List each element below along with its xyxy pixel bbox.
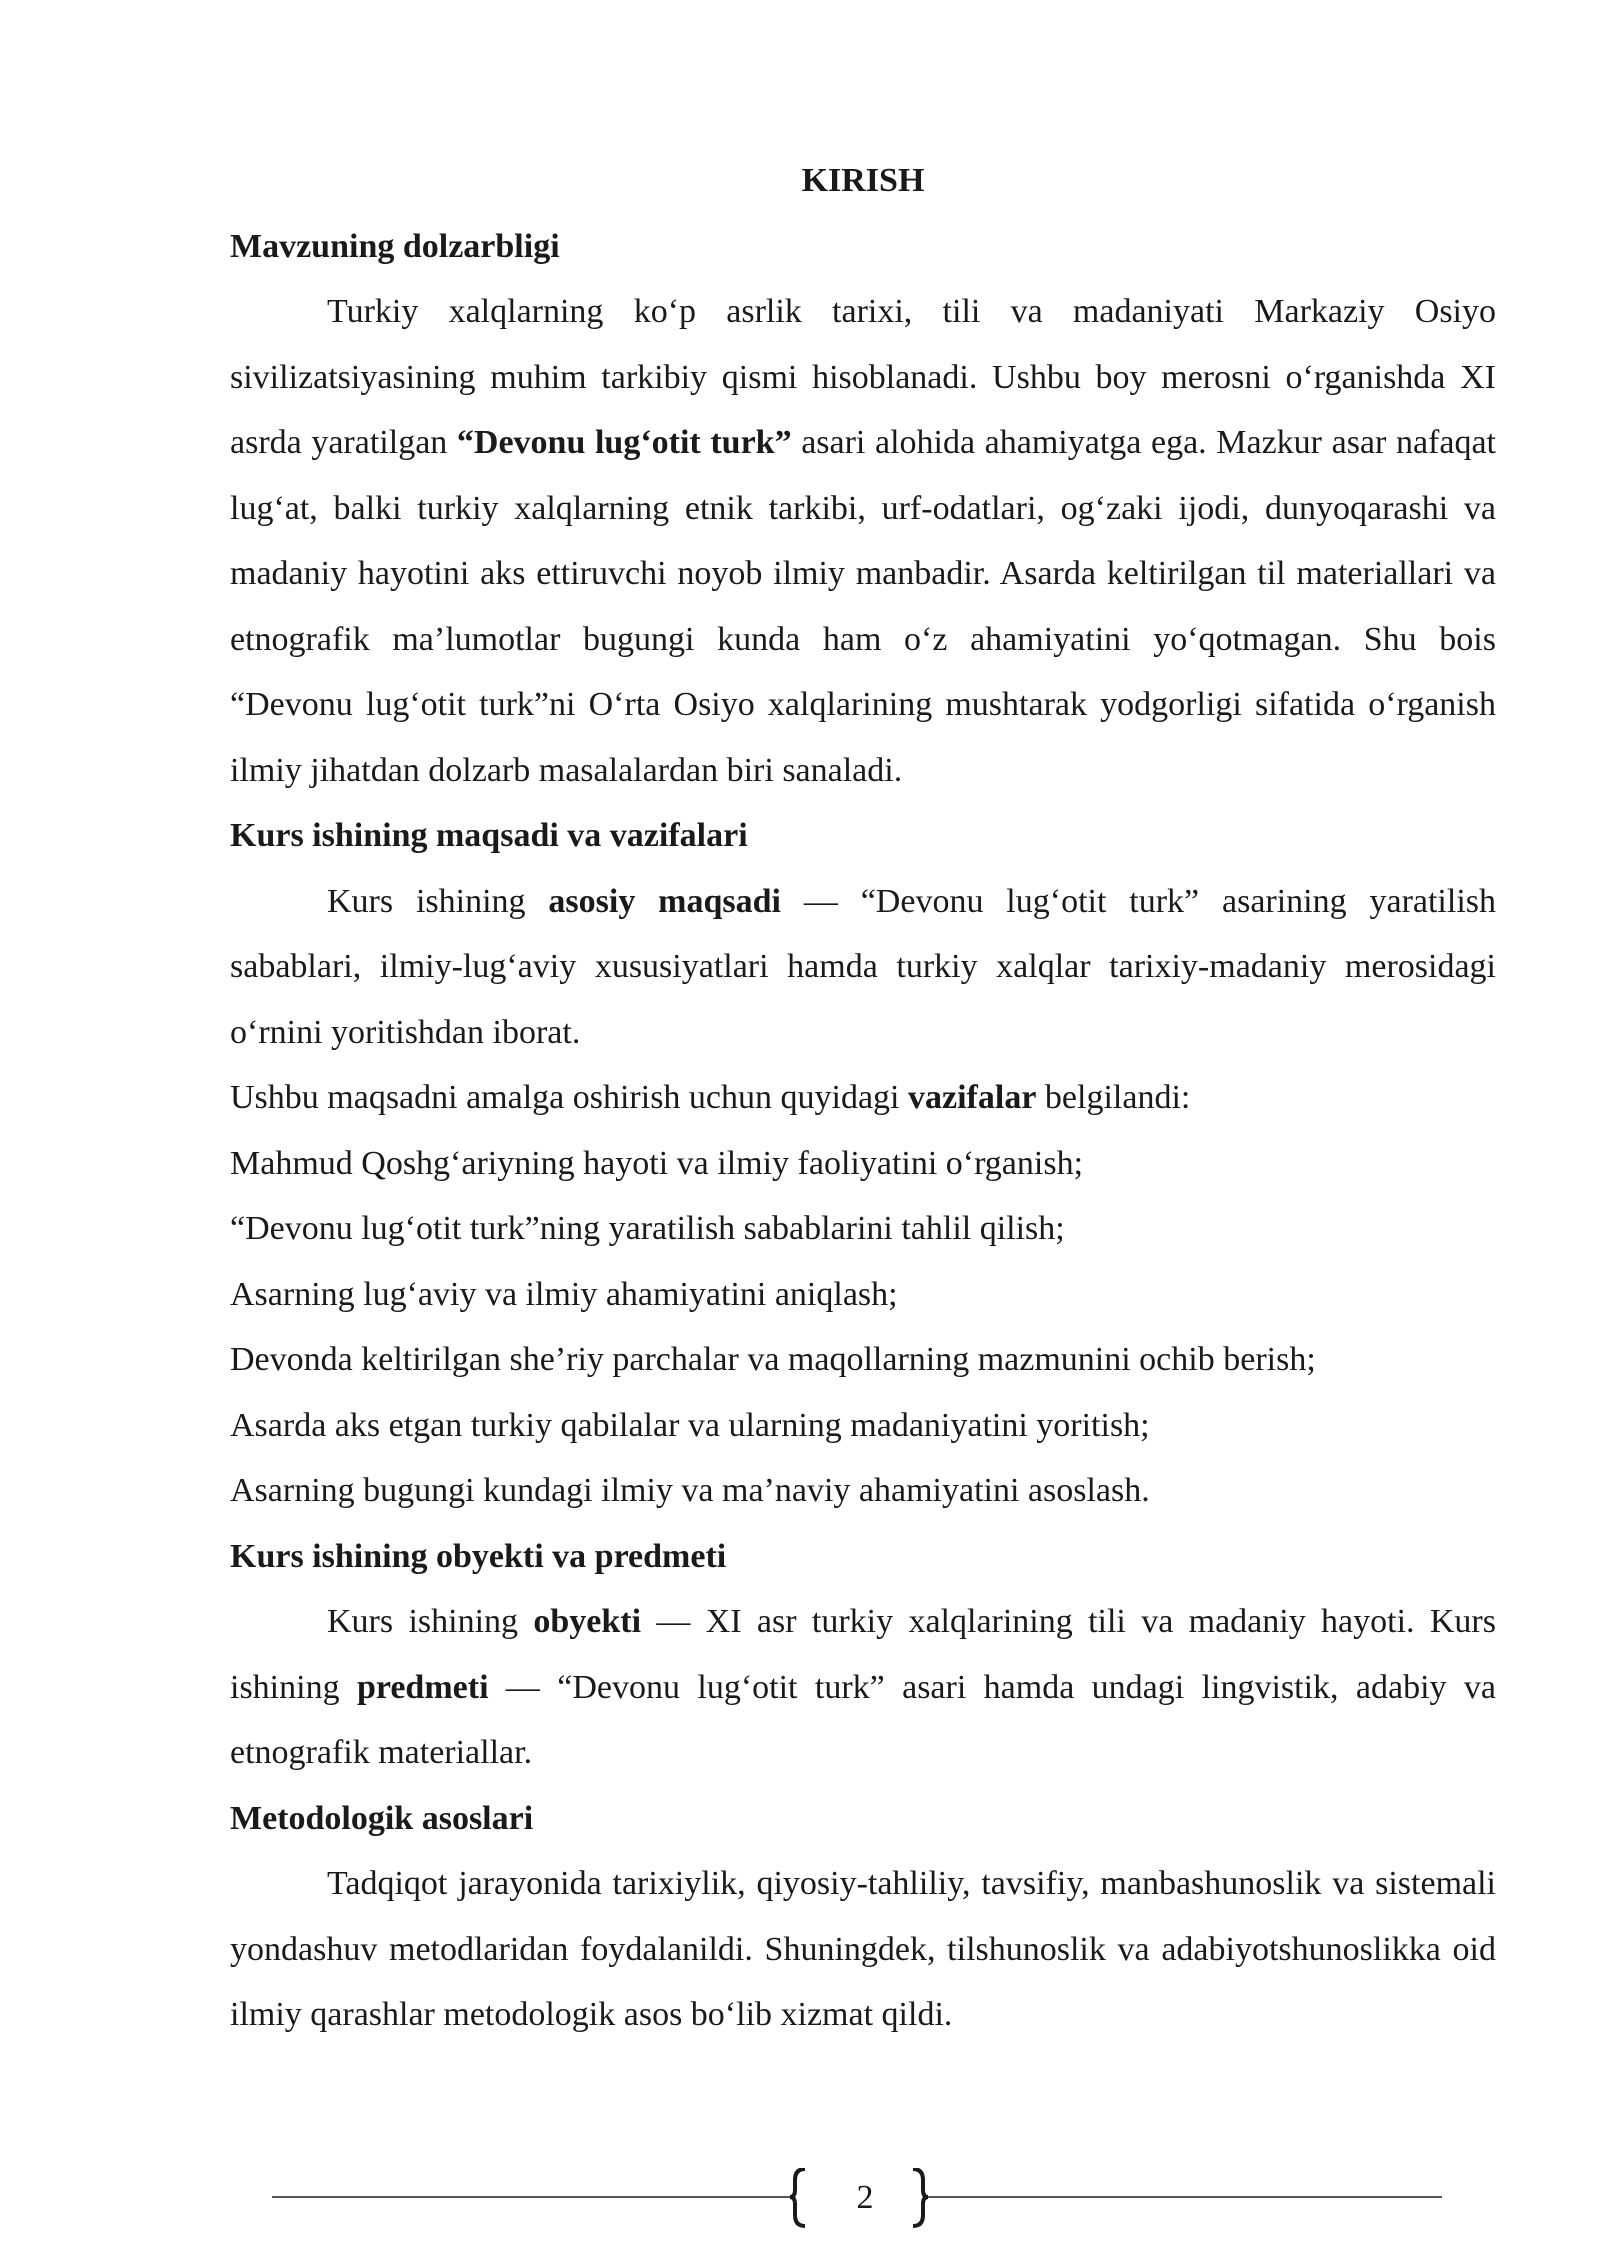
text-run: belgilandi: <box>1036 1079 1191 1116</box>
text-run: Kurs ishining <box>327 882 549 920</box>
bold-run: “Devonu lug‘otit turk” <box>456 424 792 461</box>
footer-ornament <box>0 2168 1600 2238</box>
text-run: Turkiy xalqlarning ko‘p asrlik tarixi, tili va madaniyati Markaziy Osiyo sivilizatsiyasining muhim tarkibiy qismi hisoblanadi. Ushbu boy merosni o‘rganishda XI asrda yaratilgan <box>230 293 1496 461</box>
text-run: asari alohida ahamiyatga ega. Mazkur asar nafaqat lug‘at, balki turkiy xalqlarning etnik tarkibi, urf-odatlari, og‘zaki ijodi, dunyoqarashi va madaniy hayotini aks ettiruvchi noyob ilmiy manbadir. Asarda keltirilgan til materiallari va etnografik ma’lumotlar bugungi kunda ham o‘z ahamiyatini yo‘qotmagan. Shu bois “Devonu lug‘otit turk”ni O‘rta Osiyo xalqlarining mushtarak yodgorligi sifatida o‘rganish ilmiy jihatdan dolzarb masalalardan biri sanaladi. <box>230 424 1496 789</box>
section-heading-relevance: Mavzuning dolzarbligi <box>230 227 560 265</box>
text-run: Kurs ishining <box>327 1603 534 1640</box>
task-item: Asarda aks etgan turkiy qabilalar va ularning madaniyatini yoritish; <box>230 1406 1150 1444</box>
paragraph-tasks-intro <box>230 1065 1496 1131</box>
section-heading-goals: Kurs ishining maqsadi va vazifalari <box>230 817 748 854</box>
paragraph-methodology: Tadqiqot jarayonida tarixiylik, qiyosiy-tahliliy, tavsifiy, manbashunoslik va sistemali yondashuv metodlaridan foydalanildi. Shuningdek, tilshunoslik va adabiyotshunoslikka oid ilmiy qarashlar metodologik asos bo‘lib xizmat qildi. <box>230 1865 1496 2033</box>
text-run: — “Devonu lug‘otit turk” asarining yaratilish sabablari, ilmiy-lug‘aviy xususiyatlari hamda turkiy xalqlar tarixiy-madaniy merosidagi o‘rnini yoritishdan iborat. <box>230 882 1496 1051</box>
paragraph-object <box>230 1589 1496 1786</box>
task-item: “Devonu lug‘otit turk”ning yaratilish sabablarini tahlil qilish; <box>230 1210 1065 1247</box>
text-run: Ushbu maqsadni amalga oshirish uchun quyidagi <box>230 1079 909 1116</box>
text-run: — “Devonu lug‘otit turk” asari hamda undagi lingvistik, adabiy va etnografik materiallar. <box>230 1668 1496 1771</box>
text-run: — XI asr turkiy xalqlarining tili va madaniy hayoti. Kurs ishining <box>230 1603 1496 1706</box>
section-heading-methodology: Metodologik asoslari <box>230 1799 534 1837</box>
footer-bracket-left <box>790 2169 805 2226</box>
bold-run: vazifalar <box>908 1079 1037 1116</box>
bold-run: predmeti <box>356 1668 489 1706</box>
task-item: Mahmud Qoshg‘ariyning hayoti va ilmiy faoliyatini o‘rganish; <box>230 1144 1084 1182</box>
page-number: 2 <box>856 2179 874 2216</box>
section-heading-object: Kurs ishining obyekti va predmeti <box>230 1537 727 1575</box>
footer-bracket-right <box>913 2169 928 2226</box>
page-footer <box>0 2168 1600 2238</box>
task-item: Asarning bugungi kundagi ilmiy va ma’naviy ahamiyatini asoslash. <box>230 1472 1150 1509</box>
paragraph-goals <box>230 869 1496 1066</box>
document-title: KIRISH <box>801 162 925 199</box>
document-page <box>230 148 1496 2048</box>
bold-run: obyekti <box>533 1603 642 1640</box>
task-item: Asarning lug‘aviy va ilmiy ahamiyatini aniqlash; <box>230 1275 898 1313</box>
task-item: Devonda keltirilgan she’riy parchalar va maqollarning mazmunini ochib berish; <box>230 1341 1316 1378</box>
paragraph-relevance <box>230 279 1496 803</box>
bold-run: asosiy maqsadi <box>548 882 781 920</box>
